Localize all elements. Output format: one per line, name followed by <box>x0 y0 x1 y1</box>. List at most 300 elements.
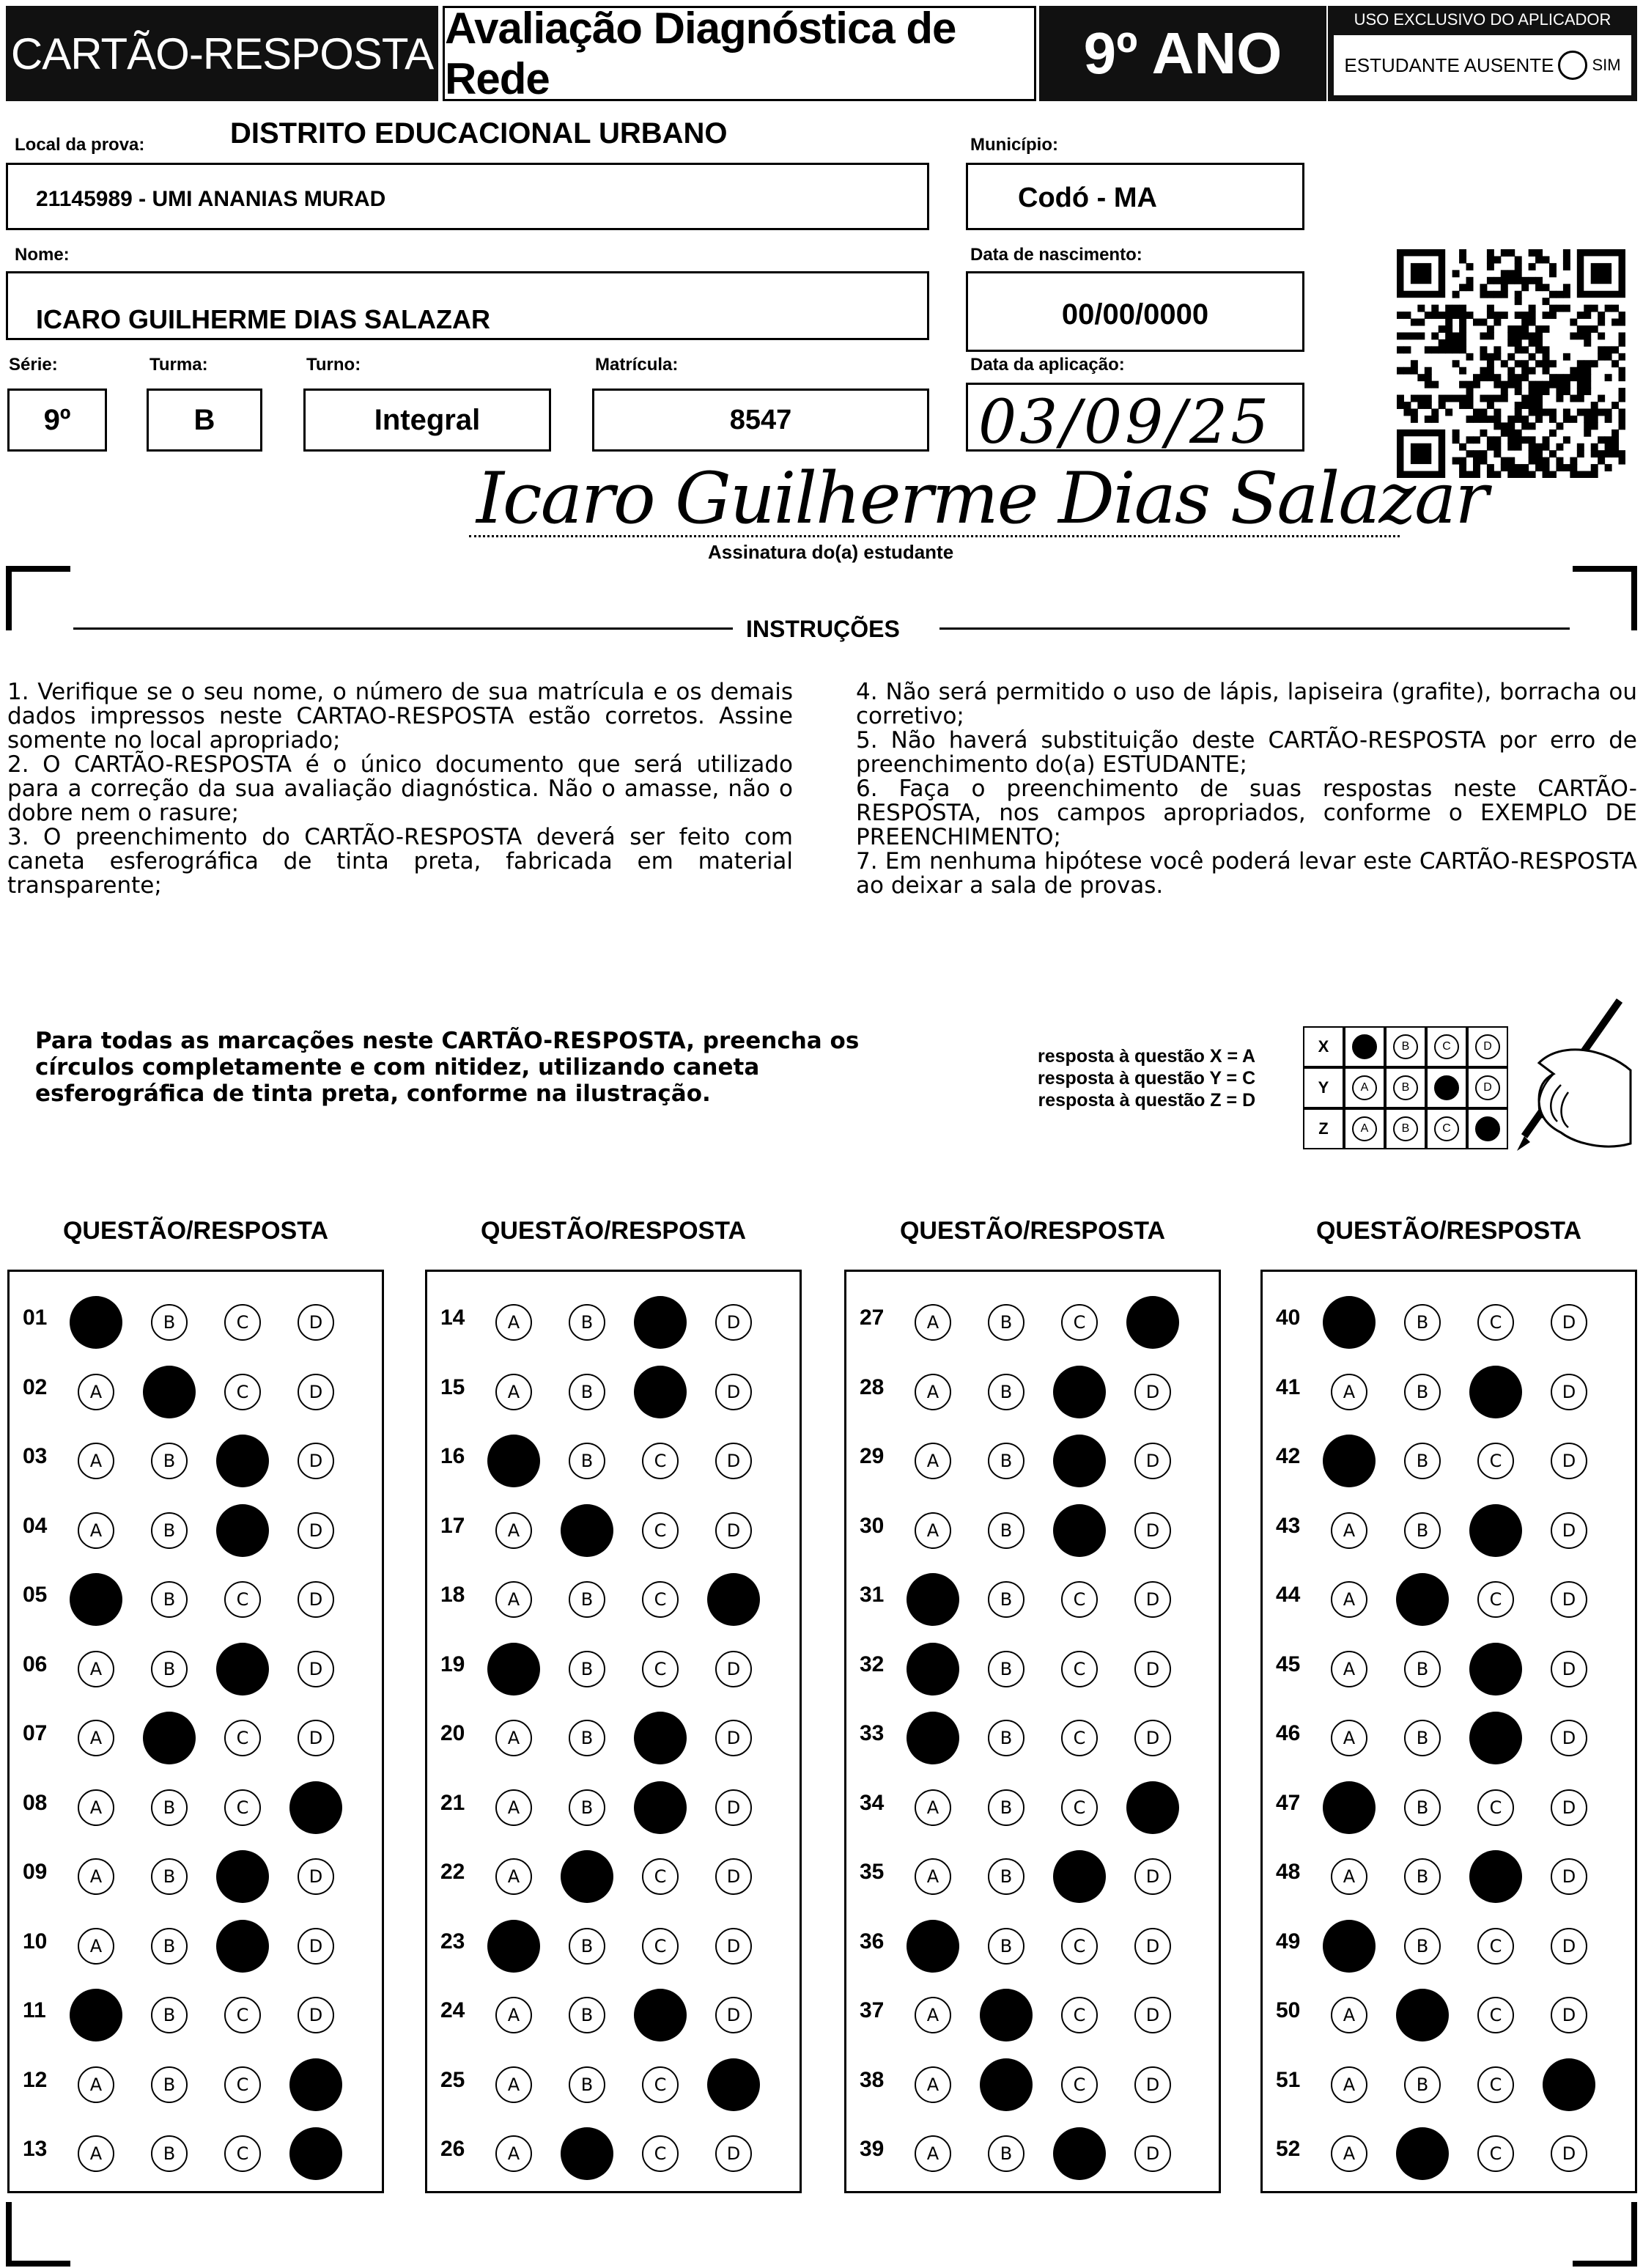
bubble-option[interactable]: A <box>1331 1720 1367 1756</box>
question-number: 27 <box>860 1306 885 1330</box>
bubble-option[interactable]: D <box>715 1374 752 1410</box>
example-grid <box>1303 1026 1515 1149</box>
bubble-option[interactable]: C <box>1061 1581 1098 1618</box>
bubble-option[interactable]: B <box>151 1858 188 1895</box>
bubble-filled[interactable]: C <box>634 1366 687 1418</box>
bubble-filled[interactable]: C <box>216 1435 269 1487</box>
bubble-option[interactable]: B <box>151 1512 188 1549</box>
question-row <box>846 1359 1219 1425</box>
example-bubble-filled: C <box>1434 1075 1459 1100</box>
question-row <box>1263 1775 1635 1841</box>
question-row <box>1263 1498 1635 1564</box>
bubble-option[interactable]: C <box>1061 1304 1098 1341</box>
bubble-option[interactable]: B <box>569 1581 605 1618</box>
bubble-option[interactable]: A <box>495 1789 532 1826</box>
question-row <box>846 1775 1219 1841</box>
bubble-option[interactable]: C <box>1477 1304 1514 1341</box>
bubble-option[interactable]: D <box>298 1651 334 1687</box>
bubble-option[interactable]: B <box>151 1581 188 1618</box>
bubble-option[interactable]: B <box>151 1789 188 1826</box>
bubble-option[interactable]: C <box>642 1928 679 1965</box>
question-number: 50 <box>1276 1998 1301 2022</box>
bubble-option[interactable]: D <box>715 1304 752 1341</box>
question-row <box>427 1428 800 1494</box>
bubble-option[interactable]: D <box>715 1997 752 2033</box>
bubble-option[interactable]: D <box>715 1651 752 1687</box>
bubble-option[interactable]: D <box>1134 1928 1171 1965</box>
bubble-filled[interactable]: B <box>561 1850 613 1903</box>
bubble-option[interactable]: B <box>151 1928 188 1965</box>
municipio-field <box>966 163 1304 230</box>
bubble-option[interactable]: B <box>1404 1512 1441 1549</box>
question-row <box>427 1775 800 1841</box>
bubble-option[interactable]: A <box>78 1443 114 1479</box>
bubble-option[interactable]: B <box>1404 1720 1441 1756</box>
question-number: 20 <box>440 1721 465 1745</box>
bubble-option[interactable]: A <box>915 2135 951 2172</box>
example-bubble: A <box>1352 1116 1377 1141</box>
bubble-filled[interactable]: A <box>1323 1920 1376 1973</box>
bubble-filled[interactable]: B <box>1396 1573 1449 1626</box>
bubble-filled[interactable]: C <box>634 1296 687 1349</box>
bubble-option[interactable]: A <box>915 2066 951 2103</box>
bubble-option[interactable]: C <box>642 1581 679 1618</box>
bubble-option[interactable]: A <box>915 1374 951 1410</box>
card-title-banner <box>6 6 438 101</box>
bubble-option[interactable]: D <box>715 1928 752 1965</box>
bubble-option[interactable]: C <box>642 1443 679 1479</box>
bubble-option[interactable]: C <box>224 2135 261 2172</box>
bubble-option[interactable]: A <box>495 1997 532 2033</box>
example-line-z: resposta à questão Z = D <box>1038 1090 1256 1111</box>
bubble-option[interactable]: B <box>988 1581 1024 1618</box>
bubble-filled[interactable]: C <box>634 1712 687 1764</box>
bubble-option[interactable]: A <box>1331 1651 1367 1687</box>
bubble-option[interactable]: C <box>224 1374 261 1410</box>
example-cell <box>1344 1108 1385 1149</box>
example-bubble: C <box>1434 1034 1459 1059</box>
instructions-title: INSTRUÇÕES <box>746 616 900 642</box>
bubble-filled[interactable]: B <box>561 1504 613 1557</box>
example-legend <box>1038 1045 1255 1111</box>
bubble-option[interactable]: C <box>1061 1997 1098 2033</box>
bubble-option[interactable]: B <box>988 1858 1024 1895</box>
bubble-option[interactable]: A <box>1331 2135 1367 2172</box>
question-number: 30 <box>860 1513 885 1538</box>
bubble-option[interactable]: A <box>78 1374 114 1410</box>
question-row <box>427 1636 800 1702</box>
bubble-option[interactable]: B <box>569 1374 605 1410</box>
bubble-option[interactable]: A <box>915 1304 951 1341</box>
question-row <box>1263 1359 1635 1425</box>
bubble-filled[interactable]: A <box>70 1989 122 2041</box>
bubble-option[interactable]: D <box>1134 1443 1171 1479</box>
bubble-option[interactable]: B <box>569 1720 605 1756</box>
bubble-option[interactable]: D <box>1134 1581 1171 1618</box>
nome-field <box>6 271 929 340</box>
bubble-filled[interactable]: C <box>216 1850 269 1903</box>
question-number: 31 <box>860 1583 885 1607</box>
bubble-filled[interactable]: D <box>289 2127 342 2180</box>
bubble-option[interactable]: A <box>915 1858 951 1895</box>
bubble-option[interactable]: B <box>569 1651 605 1687</box>
bubble-option[interactable]: B <box>569 1304 605 1341</box>
question-number: 04 <box>23 1513 48 1538</box>
bubble-option[interactable]: A <box>78 1720 114 1756</box>
bubble-option[interactable]: B <box>988 1304 1024 1341</box>
bubble-filled[interactable]: A <box>1323 1296 1376 1349</box>
bubble-option[interactable]: B <box>1404 1374 1441 1410</box>
bubble-option[interactable]: A <box>915 1443 951 1479</box>
turno-field <box>303 389 551 452</box>
question-number: 33 <box>860 1721 885 1745</box>
bubble-option[interactable]: B <box>1404 1443 1441 1479</box>
question-row <box>427 1566 800 1632</box>
question-row <box>427 1913 800 1979</box>
bubble-option[interactable]: B <box>988 1651 1024 1687</box>
bubble-option[interactable]: D <box>1551 1789 1587 1826</box>
bubble-option[interactable]: D <box>715 1858 752 1895</box>
bubble-option[interactable]: D <box>715 1720 752 1756</box>
question-number: 46 <box>1276 1721 1301 1745</box>
question-row <box>427 1289 800 1355</box>
bubble-option[interactable]: A <box>1331 1858 1367 1895</box>
bubble-filled[interactable]: C <box>216 1504 269 1557</box>
bubble-option[interactable]: D <box>1134 1651 1171 1687</box>
bubble-option[interactable]: B <box>1404 1651 1441 1687</box>
example-bubble-filled: A <box>1352 1034 1377 1059</box>
bubble-filled[interactable]: C <box>1469 1712 1522 1764</box>
bubble-option[interactable]: C <box>642 2066 679 2103</box>
bubble-option[interactable]: C <box>224 1997 261 2033</box>
question-number: 43 <box>1276 1513 1301 1538</box>
absent-checkbox[interactable] <box>1558 51 1587 80</box>
question-row <box>1263 1636 1635 1702</box>
bubble-option[interactable]: D <box>1551 2135 1587 2172</box>
bubble-filled[interactable]: B <box>1396 1989 1449 2041</box>
bubble-filled[interactable]: A <box>1323 1781 1376 1834</box>
question-row <box>427 2052 800 2118</box>
question-row <box>10 1982 382 2048</box>
column-header: QUESTÃO/RESPOSTA <box>480 1217 747 1245</box>
bubble-option[interactable]: A <box>495 2066 532 2103</box>
example-row-label: X <box>1303 1026 1344 1067</box>
bubble-filled[interactable]: D <box>1543 2058 1595 2111</box>
bubble-option[interactable]: B <box>569 1443 605 1479</box>
bubble-option[interactable]: A <box>495 2135 532 2172</box>
bubble-filled[interactable]: B <box>980 2058 1033 2111</box>
question-row <box>427 1982 800 2048</box>
answer-column <box>1260 1270 1637 2193</box>
bubble-option[interactable]: B <box>569 1997 605 2033</box>
bubble-option[interactable]: B <box>151 2066 188 2103</box>
bubble-option[interactable]: D <box>298 1443 334 1479</box>
signature-line <box>469 535 1400 537</box>
bubble-filled[interactable]: D <box>1126 1296 1179 1349</box>
question-row <box>846 1428 1219 1494</box>
bubble-option[interactable]: D <box>298 1304 334 1341</box>
bubble-filled[interactable]: C <box>634 1781 687 1834</box>
bubble-option[interactable]: A <box>78 1512 114 1549</box>
question-number: 03 <box>23 1444 48 1468</box>
bubble-filled[interactable]: A <box>487 1643 540 1696</box>
bubble-option[interactable]: D <box>298 1858 334 1895</box>
absent-field <box>1334 35 1631 95</box>
bubble-option[interactable]: C <box>1477 1928 1514 1965</box>
question-row <box>1263 1982 1635 2048</box>
bubble-filled[interactable]: C <box>1053 1366 1106 1418</box>
bubble-option[interactable]: D <box>1134 2066 1171 2103</box>
bubble-option[interactable]: B <box>569 1928 605 1965</box>
corner-mark-top-left <box>6 566 70 630</box>
bubble-option[interactable]: A <box>1331 1512 1367 1549</box>
answer-column <box>425 1270 802 2193</box>
column-header: QUESTÃO/RESPOSTA <box>899 1217 1166 1245</box>
turno-label: Turno: <box>306 355 361 375</box>
question-number: 36 <box>860 1929 885 1954</box>
bubble-option[interactable]: A <box>78 2135 114 2172</box>
bubble-option[interactable]: C <box>224 1720 261 1756</box>
bubble-option[interactable]: B <box>1404 1928 1441 1965</box>
bubble-option[interactable]: A <box>915 1512 951 1549</box>
bubble-option[interactable]: B <box>988 1374 1024 1410</box>
question-number: 07 <box>23 1721 48 1745</box>
bubble-option[interactable]: D <box>1551 1581 1587 1618</box>
bubble-filled[interactable]: C <box>1053 2127 1106 2180</box>
bubble-option[interactable]: B <box>988 1443 1024 1479</box>
bubble-option[interactable]: D <box>298 1512 334 1549</box>
bubble-option[interactable]: A <box>495 1581 532 1618</box>
bubble-option[interactable]: B <box>151 1651 188 1687</box>
bubble-option[interactable]: B <box>1404 1858 1441 1895</box>
bubble-filled[interactable]: C <box>1053 1850 1106 1903</box>
bubble-filled[interactable]: C <box>1469 1643 1522 1696</box>
bubble-filled[interactable]: D <box>289 2058 342 2111</box>
bubble-option[interactable]: D <box>1551 1304 1587 1341</box>
bubble-option[interactable]: C <box>224 2066 261 2103</box>
column-header: QUESTÃO/RESPOSTA <box>1315 1217 1582 1245</box>
example-bubble-filled: D <box>1475 1116 1500 1141</box>
bubble-option[interactable]: C <box>1477 2066 1514 2103</box>
bubble-filled[interactable]: C <box>216 1643 269 1696</box>
bubble-option[interactable]: A <box>78 1789 114 1826</box>
bubble-option[interactable]: B <box>1404 2066 1441 2103</box>
bubble-option[interactable]: C <box>642 1512 679 1549</box>
corner-mark-bottom-left <box>6 2202 70 2267</box>
bubble-filled[interactable]: D <box>1126 1781 1179 1834</box>
bubble-option[interactable]: B <box>569 2066 605 2103</box>
question-number: 23 <box>440 1929 465 1954</box>
bubble-option[interactable]: A <box>78 1928 114 1965</box>
bubble-option[interactable]: C <box>224 1789 261 1826</box>
bubble-option[interactable]: B <box>1404 1304 1441 1341</box>
bubble-filled[interactable]: D <box>707 2058 760 2111</box>
bubble-filled[interactable]: D <box>707 1573 760 1626</box>
bubble-option[interactable]: D <box>1134 1997 1171 2033</box>
bubble-filled[interactable]: A <box>487 1435 540 1487</box>
bubble-option[interactable]: B <box>988 1928 1024 1965</box>
bubble-option[interactable]: D <box>1551 1651 1587 1687</box>
bubble-option[interactable]: C <box>1061 1928 1098 1965</box>
bubble-option[interactable]: B <box>569 1789 605 1826</box>
bubble-option[interactable]: D <box>298 1581 334 1618</box>
bubble-filled[interactable]: A <box>70 1573 122 1626</box>
bubble-option[interactable]: B <box>151 2135 188 2172</box>
bubble-option[interactable]: C <box>1061 2066 1098 2103</box>
bubble-option[interactable]: A <box>78 1858 114 1895</box>
bubble-option[interactable]: B <box>988 1789 1024 1826</box>
local-label: Local da prova: <box>15 135 145 155</box>
bubble-filled[interactable]: C <box>1469 1366 1522 1418</box>
bubble-option[interactable]: D <box>298 1928 334 1965</box>
question-row <box>427 1705 800 1771</box>
bubble-option[interactable]: B <box>151 1304 188 1341</box>
bubble-option[interactable]: B <box>988 1512 1024 1549</box>
question-number: 15 <box>440 1374 465 1399</box>
bubble-option[interactable]: A <box>915 1789 951 1826</box>
bubble-option[interactable]: D <box>298 1720 334 1756</box>
bubble-option[interactable]: C <box>1477 1443 1514 1479</box>
bubble-filled[interactable]: B <box>561 2127 613 2180</box>
bubble-option[interactable]: D <box>1134 1720 1171 1756</box>
bubble-option[interactable]: C <box>1477 1789 1514 1826</box>
question-number: 28 <box>860 1374 885 1399</box>
bubble-filled[interactable]: C <box>216 1920 269 1973</box>
bubble-option[interactable]: C <box>1061 1651 1098 1687</box>
example-cell <box>1385 1108 1426 1149</box>
bubble-option[interactable]: D <box>715 2135 752 2172</box>
bubble-filled[interactable]: C <box>1469 1850 1522 1903</box>
bubble-option[interactable]: C <box>642 1858 679 1895</box>
aplicacao-value: 03/09/25 <box>978 388 1272 457</box>
bubble-filled[interactable]: B <box>143 1366 196 1418</box>
example-line-y: resposta à questão Y = C <box>1038 1068 1256 1089</box>
matricula-label: Matrícula: <box>595 355 679 375</box>
bubble-option[interactable]: D <box>1134 1374 1171 1410</box>
bubble-filled[interactable]: A <box>907 1573 959 1626</box>
bubble-option[interactable]: D <box>715 1512 752 1549</box>
bubble-option[interactable]: D <box>1551 1512 1587 1549</box>
question-number: 29 <box>860 1444 885 1468</box>
bubble-option[interactable]: B <box>988 1720 1024 1756</box>
bubble-option[interactable]: C <box>224 1581 261 1618</box>
bubble-filled[interactable]: C <box>1469 1504 1522 1557</box>
bubble-option[interactable]: A <box>1331 1997 1367 2033</box>
bubble-option[interactable]: C <box>1477 2135 1514 2172</box>
bubble-option[interactable]: D <box>1551 1858 1587 1895</box>
bubble-option[interactable]: A <box>915 1997 951 2033</box>
local-field <box>6 163 929 230</box>
bubble-filled[interactable]: A <box>907 1712 959 1764</box>
pen-hand-icon <box>1495 997 1634 1166</box>
absent-label: ESTUDANTE AUSENTE <box>1344 54 1554 76</box>
bubble-option[interactable]: D <box>298 1997 334 2033</box>
bubble-option[interactable]: B <box>1404 1789 1441 1826</box>
example-cell <box>1385 1067 1426 1108</box>
bubble-filled[interactable]: A <box>487 1920 540 1973</box>
serie-field <box>7 389 107 452</box>
bubble-option[interactable]: C <box>1477 1581 1514 1618</box>
column-header: QUESTÃO/RESPOSTA <box>62 1217 329 1245</box>
signature-label: Assinatura do(a) estudante <box>708 541 954 563</box>
bubble-option[interactable]: A <box>1331 2066 1367 2103</box>
bubble-option[interactable]: C <box>1477 1997 1514 2033</box>
bubble-option[interactable]: C <box>224 1304 261 1341</box>
bubble-option[interactable]: A <box>495 1858 532 1895</box>
bubble-option[interactable]: A <box>495 1512 532 1549</box>
bubble-filled[interactable]: A <box>907 1643 959 1696</box>
bubble-option[interactable]: D <box>1134 1512 1171 1549</box>
question-number: 19 <box>440 1652 465 1676</box>
question-number: 10 <box>23 1929 48 1954</box>
bubble-option[interactable]: D <box>298 1374 334 1410</box>
bubble-option[interactable]: D <box>715 1789 752 1826</box>
bubble-option[interactable]: A <box>1331 1581 1367 1618</box>
question-number: 32 <box>860 1652 885 1676</box>
bubble-option[interactable]: A <box>1331 1374 1367 1410</box>
grade-banner <box>1039 6 1326 101</box>
question-row <box>427 2121 800 2187</box>
bubble-filled[interactable]: C <box>634 1989 687 2041</box>
question-number: 52 <box>1276 2137 1301 2161</box>
card-title: CARTÃO-RESPOSTA <box>10 29 434 78</box>
bubble-filled[interactable]: B <box>980 1989 1033 2041</box>
bubble-filled[interactable]: B <box>1396 2127 1449 2180</box>
bubble-option[interactable]: B <box>988 2135 1024 2172</box>
question-row <box>846 2052 1219 2118</box>
bubble-filled[interactable]: B <box>143 1712 196 1764</box>
question-row <box>1263 1566 1635 1632</box>
bubble-option[interactable]: C <box>1061 1789 1098 1826</box>
bubble-option[interactable]: D <box>1551 1374 1587 1410</box>
question-number: 18 <box>440 1583 465 1607</box>
bubble-option[interactable]: C <box>642 2135 679 2172</box>
bubble-option[interactable]: D <box>715 1443 752 1479</box>
bubble-option[interactable]: C <box>1061 1720 1098 1756</box>
question-row <box>846 1982 1219 2048</box>
bubble-option[interactable]: D <box>1134 2135 1171 2172</box>
question-row <box>427 1359 800 1425</box>
bubble-option[interactable]: D <box>1551 1443 1587 1479</box>
bubble-filled[interactable]: C <box>1053 1504 1106 1557</box>
question-row <box>846 1844 1219 1910</box>
bubble-filled[interactable]: C <box>1053 1435 1106 1487</box>
bubble-option[interactable]: A <box>495 1304 532 1341</box>
bubble-option[interactable]: B <box>151 1997 188 2033</box>
question-row <box>846 2121 1219 2187</box>
bubble-option[interactable]: A <box>78 2066 114 2103</box>
instructions-rule-right <box>939 627 1570 630</box>
bubble-option[interactable]: A <box>495 1720 532 1756</box>
bubble-option[interactable]: D <box>1551 1928 1587 1965</box>
bubble-option[interactable]: C <box>642 1651 679 1687</box>
bubble-filled[interactable]: D <box>289 1781 342 1834</box>
question-number: 01 <box>23 1306 48 1330</box>
bubble-filled[interactable]: A <box>907 1920 959 1973</box>
example-bubble: B <box>1393 1075 1418 1100</box>
bubble-option[interactable]: A <box>78 1651 114 1687</box>
question-row <box>846 1913 1219 1979</box>
question-row <box>10 1498 382 1564</box>
bubble-option[interactable]: D <box>1551 1720 1587 1756</box>
bubble-option[interactable]: D <box>1551 1997 1587 2033</box>
bubble-filled[interactable]: A <box>70 1296 122 1349</box>
bubble-option[interactable]: B <box>151 1443 188 1479</box>
bubble-filled[interactable]: A <box>1323 1435 1376 1487</box>
fill-note: Para todas as marcações neste CARTÃO-RESPOSTA, preencha os círculos completamente e com nitidez, utilizando caneta esferográfica de tinta preta, conforme na ilustração. <box>35 1028 860 1107</box>
bubble-option[interactable]: A <box>495 1374 532 1410</box>
bubble-option[interactable]: D <box>1134 1858 1171 1895</box>
